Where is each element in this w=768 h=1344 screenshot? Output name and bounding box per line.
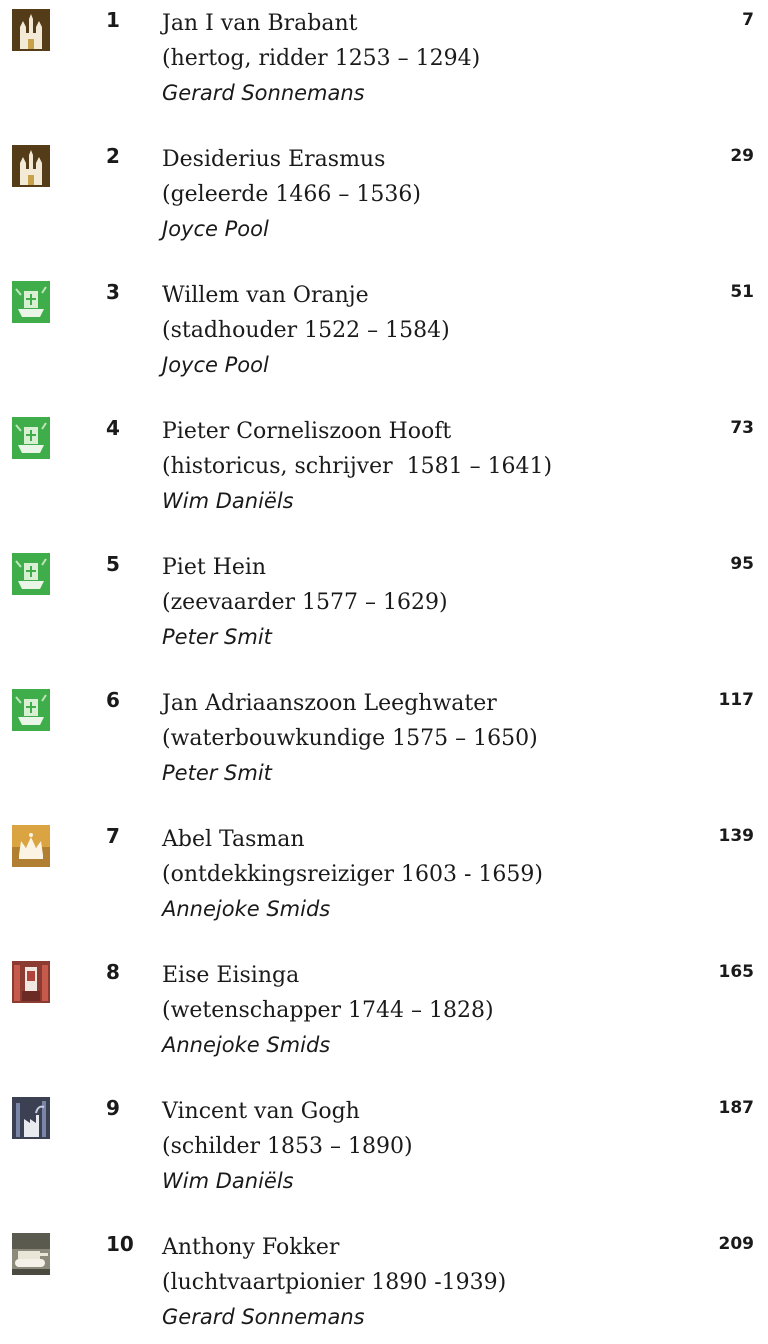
entry-number: 7: [106, 824, 120, 848]
entry-number: 10: [106, 1232, 134, 1256]
entry-author: Peter Smit: [162, 625, 272, 649]
entry-role: (stadhouder 1522 – 1584): [162, 318, 450, 343]
tank-icon: [12, 1233, 50, 1275]
toc-entry-3[interactable]: [0, 272, 768, 392]
entry-page: 95: [730, 554, 754, 574]
entry-page: 209: [718, 1234, 754, 1254]
factory-icon: [12, 1097, 50, 1139]
entry-role: (hertog, ridder 1253 – 1294): [162, 46, 481, 71]
toc-entry-1[interactable]: [0, 0, 768, 120]
toc-entry-9[interactable]: [0, 1088, 768, 1208]
entry-author: Gerard Sonnemans: [162, 81, 365, 105]
entry-name: Eise Eisinga: [162, 963, 300, 988]
entry-page: 117: [718, 690, 754, 710]
entry-author: Peter Smit: [162, 761, 272, 785]
ship-icon: [12, 553, 50, 595]
entry-page: 139: [718, 826, 754, 846]
toc-entry-2[interactable]: [0, 136, 768, 256]
entry-name: Pieter Corneliszoon Hooft: [162, 419, 452, 444]
toc-entry-10[interactable]: [0, 1224, 768, 1344]
entry-role: (luchtvaartpionier 1890 -1939): [162, 1270, 507, 1295]
entry-role: (waterbouwkundige 1575 – 1650): [162, 726, 538, 751]
entry-page: 187: [718, 1098, 754, 1118]
toc-entry-7[interactable]: [0, 816, 768, 936]
entry-role: (zeevaarder 1577 – 1629): [162, 590, 448, 615]
entry-name: Anthony Fokker: [162, 1235, 340, 1260]
crowd-icon: [12, 961, 50, 1003]
entry-role: (historicus, schrijver 1581 – 1641): [162, 454, 553, 479]
entry-author: Annejoke Smids: [162, 897, 331, 921]
entry-number: 1: [106, 8, 120, 32]
entry-author: Joyce Pool: [162, 353, 269, 377]
entry-author: Gerard Sonnemans: [162, 1305, 365, 1329]
toc-entry-4[interactable]: [0, 408, 768, 528]
entry-author: Wim Daniëls: [162, 489, 294, 513]
entry-name: Piet Hein: [162, 555, 267, 580]
entry-name: Desiderius Erasmus: [162, 147, 386, 172]
entry-name: Abel Tasman: [162, 827, 305, 852]
toc-entry-5[interactable]: [0, 544, 768, 664]
toc-entry-8[interactable]: [0, 952, 768, 1072]
entry-role: (wetenschapper 1744 – 1828): [162, 998, 494, 1023]
ship-icon: [12, 689, 50, 731]
entry-page: 29: [730, 146, 754, 166]
entry-name: Jan I van Brabant: [162, 11, 358, 36]
entry-page: 7: [742, 10, 754, 30]
entry-number: 2: [106, 144, 120, 168]
entry-author: Wim Daniëls: [162, 1169, 294, 1193]
entry-number: 6: [106, 688, 120, 712]
entry-page: 165: [718, 962, 754, 982]
entry-name: Willem van Oranje: [162, 283, 369, 308]
crown-icon: [12, 825, 50, 867]
entry-author: Joyce Pool: [162, 217, 269, 241]
entry-role: (geleerde 1466 – 1536): [162, 182, 421, 207]
entry-page: 73: [730, 418, 754, 438]
castle-icon: [12, 145, 50, 187]
entry-author: Annejoke Smids: [162, 1033, 331, 1057]
entry-page: 51: [730, 282, 754, 302]
entry-role: (schilder 1853 – 1890): [162, 1134, 413, 1159]
entry-number: 5: [106, 552, 120, 576]
entry-number: 9: [106, 1096, 120, 1120]
castle-icon: [12, 9, 50, 51]
entry-number: 3: [106, 280, 120, 304]
entry-name: Vincent van Gogh: [162, 1099, 360, 1124]
ship-icon: [12, 417, 50, 459]
entry-number: 4: [106, 416, 120, 440]
entry-role: (ontdekkingsreiziger 1603 - 1659): [162, 862, 543, 887]
entry-name: Jan Adriaanszoon Leeghwater: [162, 691, 497, 716]
toc-entry-6[interactable]: [0, 680, 768, 800]
ship-icon: [12, 281, 50, 323]
entry-number: 8: [106, 960, 120, 984]
